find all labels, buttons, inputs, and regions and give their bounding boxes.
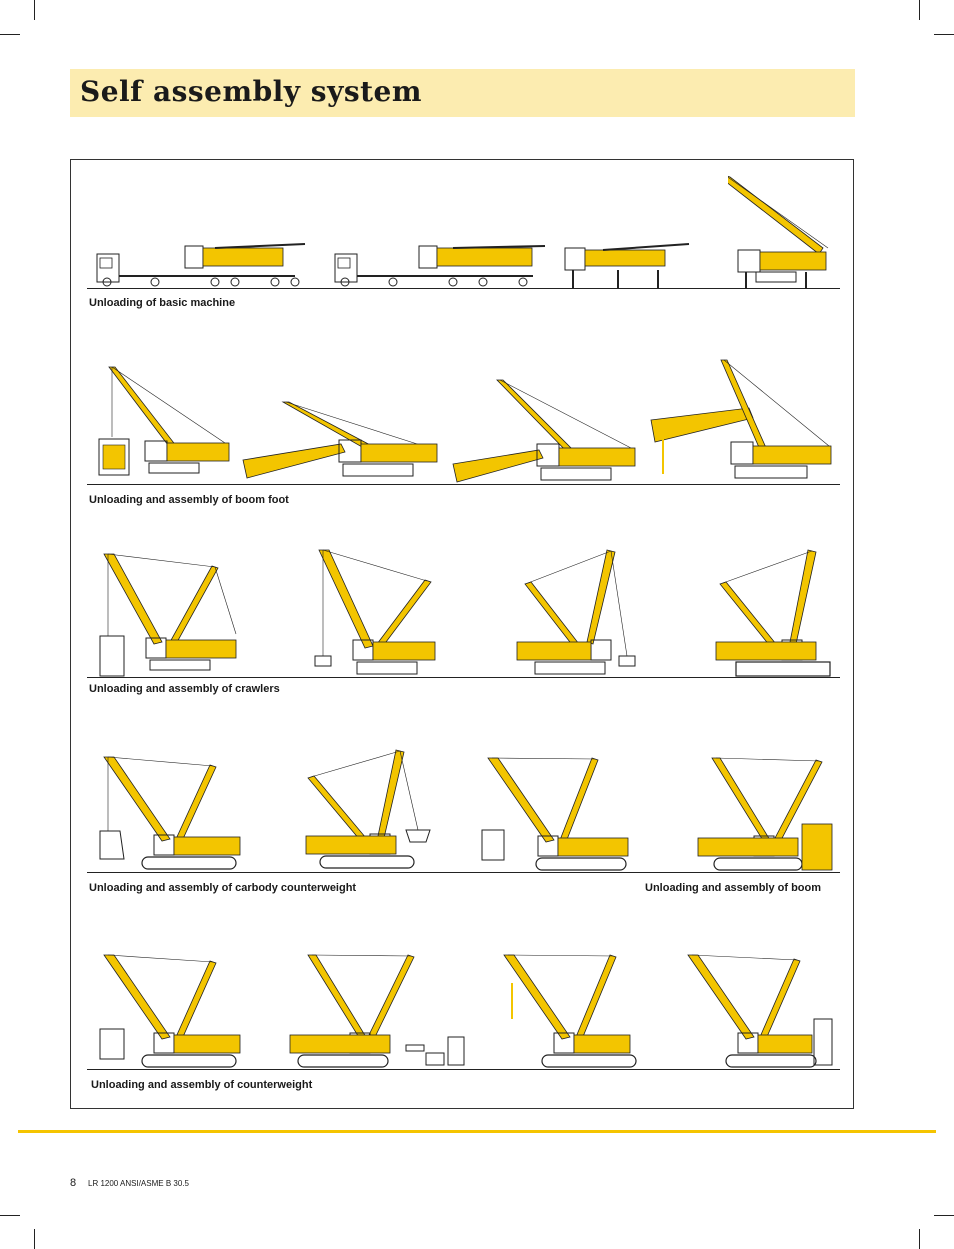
ground-line xyxy=(87,872,840,873)
footer-rule xyxy=(18,1130,936,1133)
crop-mark xyxy=(919,1229,920,1249)
crane-lifting-boom-foot xyxy=(97,365,237,484)
row-caption: Unloading and assembly of counterweight xyxy=(91,1079,313,1091)
crop-mark xyxy=(0,1215,20,1216)
crop-mark xyxy=(0,34,20,35)
boom-foot-assembled xyxy=(649,358,839,484)
ground-line xyxy=(87,1069,840,1070)
crane-placing-crawler xyxy=(313,548,443,677)
crane-unloading-crawler xyxy=(98,552,243,677)
crop-mark xyxy=(919,0,920,20)
crop-mark xyxy=(934,1215,954,1216)
footer-text: LR 1200 ANSI/ASME B 30.5 xyxy=(88,1179,189,1188)
crane-stacking-counterweight xyxy=(282,953,472,1069)
row-caption: Unloading and assembly of boom foot xyxy=(89,494,289,506)
crane-boom-assembly xyxy=(688,756,838,872)
crop-mark xyxy=(934,34,954,35)
row-caption: Unloading of basic machine xyxy=(89,297,236,309)
crane-both-crawlers xyxy=(710,548,840,677)
boom-foot-on-ground xyxy=(241,400,446,484)
crane-counterweight-lift xyxy=(498,953,643,1069)
row-caption-right: Unloading and assembly of boom xyxy=(645,882,822,894)
ground-line xyxy=(87,288,840,289)
truck-with-basic-machine xyxy=(95,238,315,288)
boom-foot-raised xyxy=(451,378,641,484)
crane-counterweight-complete xyxy=(682,953,837,1069)
crane-boom-section xyxy=(480,756,635,872)
basic-machine-on-jacks xyxy=(563,238,693,288)
page-number: 8 xyxy=(70,1177,77,1189)
ground-line xyxy=(87,677,840,678)
row-caption: Unloading and assembly of carbody counterweight xyxy=(89,882,357,894)
row-caption: Unloading and assembly of crawlers xyxy=(89,683,280,695)
crop-mark xyxy=(34,1229,35,1249)
crane-carbody-counterweight xyxy=(98,755,248,872)
crane-unloading-counterweight xyxy=(98,953,248,1069)
ground-line xyxy=(87,484,840,485)
crane-lifting-counterweight xyxy=(300,748,435,872)
title-band xyxy=(70,69,855,117)
page-title: Self assembly system xyxy=(80,75,422,108)
truck-with-basic-machine xyxy=(333,238,548,288)
crane-crawler-mounted xyxy=(511,548,641,677)
crop-mark xyxy=(34,0,35,20)
basic-machine-with-mast xyxy=(728,170,838,288)
